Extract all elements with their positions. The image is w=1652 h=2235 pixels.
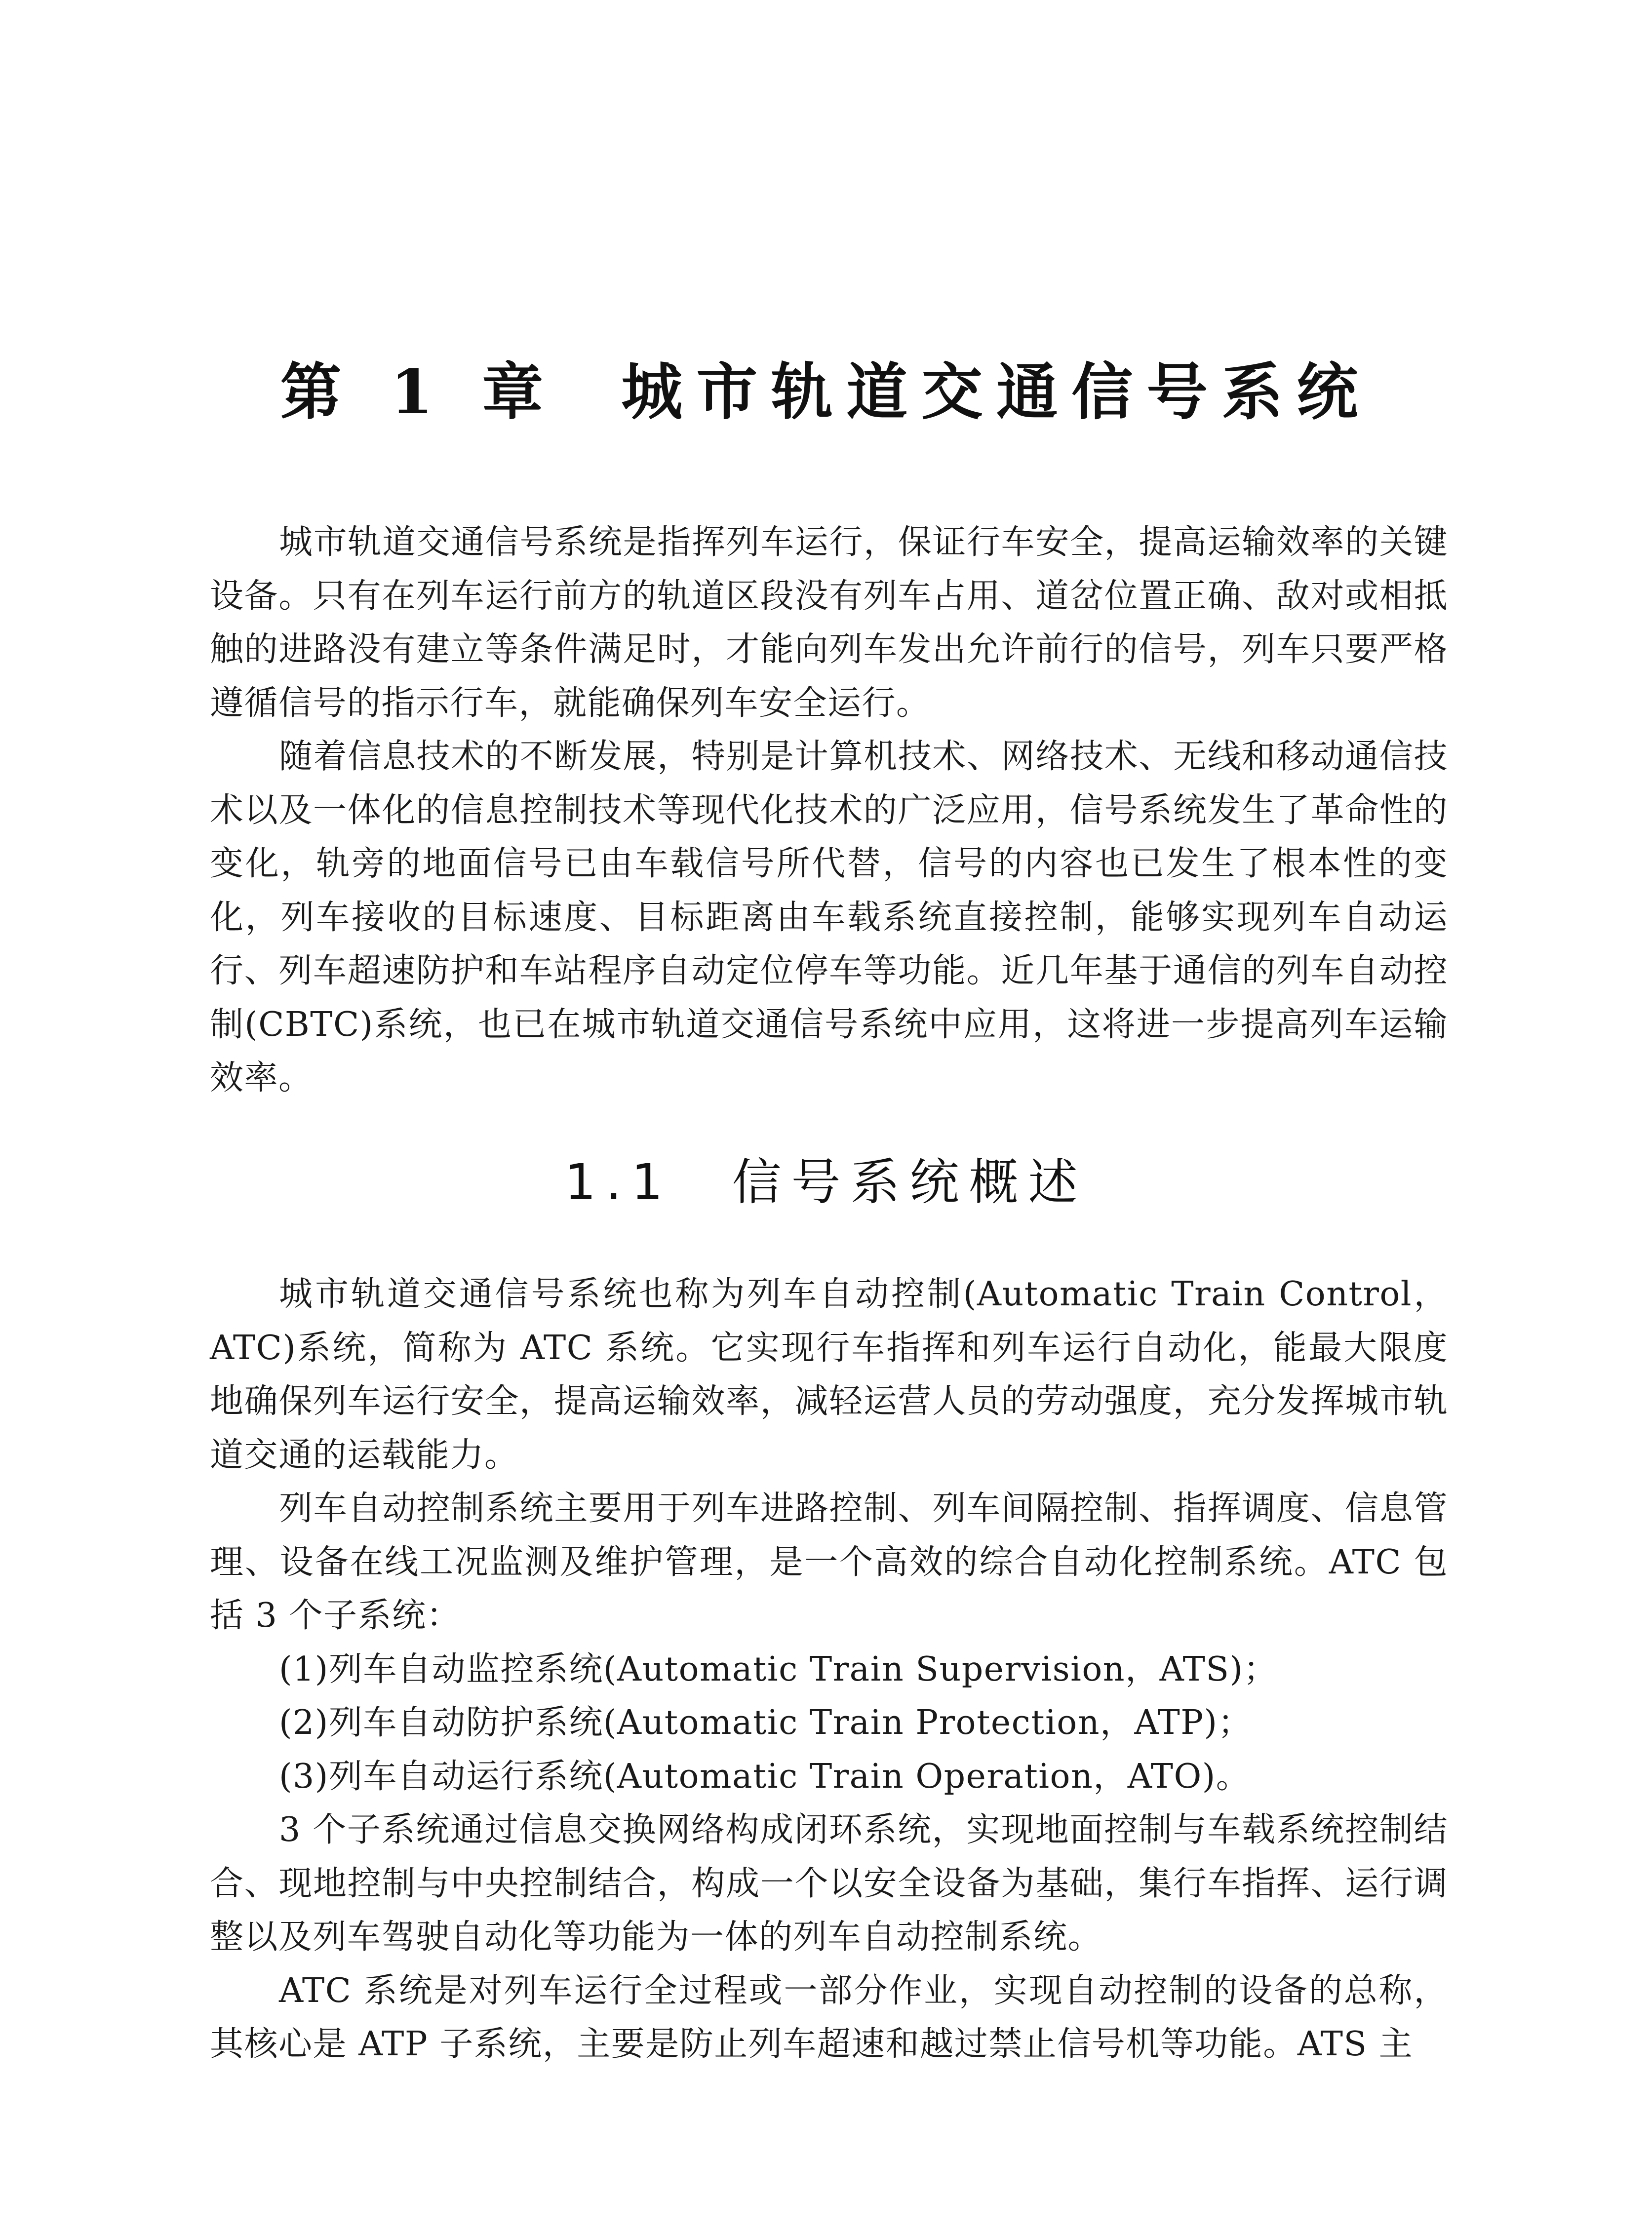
paragraph: ATC 系统是对列车运行全过程或一部分作业，实现自动控制的设备的总称，其核心是 ATP 子系统，主要是防止列车超速和越过禁止信号机等功能。ATS 主 <box>210 1971 1448 2064</box>
intro-text <box>210 516 1448 1105</box>
list-item: (1)列车自动监控系统(Automatic Train Supervision，ATS)； <box>279 1649 1278 1689</box>
paragraph: 城市轨道交通信号系统也称为列车自动控制(Automatic Train Control，ATC)系统，简称为 ATC 系统。它实现行车指挥和列车运行自动化，能最大限度地确保列车运行安全，提高运输效率，减轻运营人员的劳动强度，充分发挥城市轨道交通的运载能力。 <box>210 1275 1448 1475</box>
section-title: 信号系统概述 <box>732 1153 1088 1211</box>
section-heading <box>0 1150 1652 1215</box>
chapter-title: 城市轨道交通信号系统 <box>621 356 1372 428</box>
paragraph: 城市轨道交通信号系统是指挥列车运行，保证行车安全，提高运输效率的关键设备。只有在列车运行前方的轨道区段没有列车占用、道岔位置正确、敌对或相抵触的进路没有建立等条件满足时，才能向列车发出允许前行的信号，列车只要严格遵循信号的指示行车，就能确保列车安全运行。 <box>210 523 1448 723</box>
chapter-heading <box>0 355 1652 430</box>
paragraph: 列车自动控制系统主要用于列车进路控制、列车间隔控制、指挥调度、信息管理、设备在线工况监测及维护管理，是一个高效的综合自动化控制系统。ATC 包括 3 个子系统： <box>210 1489 1448 1635</box>
section-number: 1.1 <box>564 1153 673 1211</box>
list-item: (2)列车自动防护系统(Automatic Train Protection，ATP)； <box>279 1703 1253 1742</box>
section-text <box>210 1268 1448 2072</box>
paragraph: 随着信息技术的不断发展，特别是计算机技术、网络技术、无线和移动通信技术以及一体化的信息控制技术等现代化技术的广泛应用，信号系统发生了革命性的变化，轨旁的地面信号已由车载信号所代替，信号的内容也已发生了根本性的变化，列车接收的目标速度、目标距离由车载系统直接控制，能够实现列车自动运行、列车超速防护和车站程序自动定位停车等功能。近几年基于通信的列车自动控制(CBTC)系统，也已在城市轨道交通信号系统中应用，这将进一步提高列车运输效率。 <box>210 737 1448 1098</box>
paragraph: 3 个子系统通过信息交换网络构成闭环系统，实现地面控制与车载系统控制结合、现地控制与中央控制结合，构成一个以安全设备为基础，集行车指挥、运行调整以及列车驾驶自动化等功能为一体的列车自动控制系统。 <box>210 1810 1448 1957</box>
chapter-number: 第 1 章 <box>280 356 557 428</box>
list-item: (3)列车自动运行系统(Automatic Train Operation，ATO)。 <box>279 1757 1251 1796</box>
